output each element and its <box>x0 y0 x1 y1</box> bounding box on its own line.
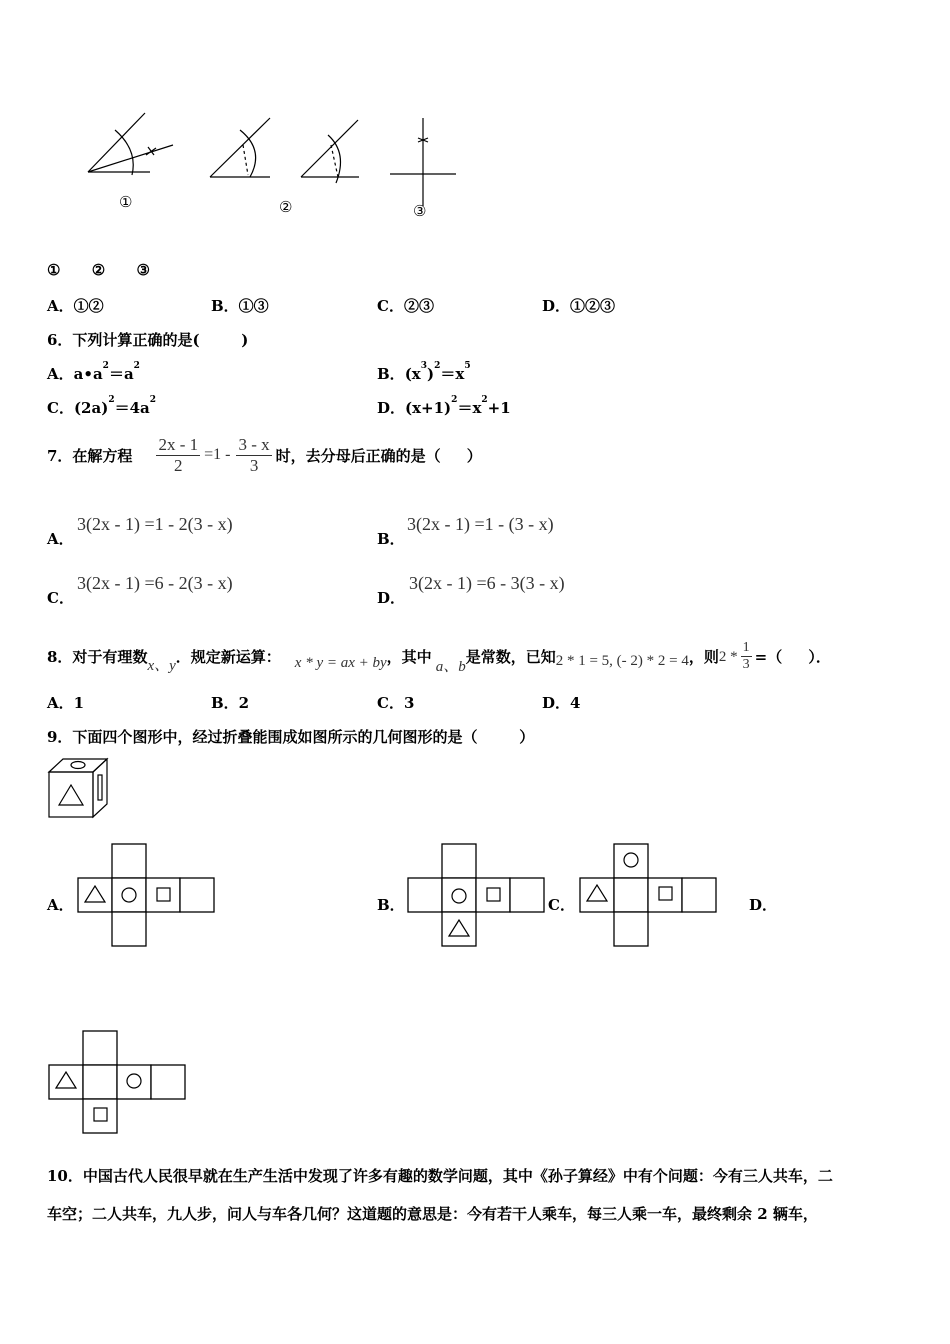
q9-option-d-label: D． <box>749 896 778 914</box>
q6-option-d: D．$(x+1)^2=x^2+1$ <box>377 395 511 417</box>
q5-labels-row: ① ② ③ <box>47 261 151 279</box>
q9-net-a <box>76 843 218 947</box>
q7-fraction-2: $\frac{3 - x}{3}$ <box>238 434 270 475</box>
q9-option-c-label: C． <box>548 896 575 914</box>
q9-stem: 9．下面四个图形中，经过折叠能围成如图所示的几何图形的是（ ） <box>47 728 535 746</box>
q7-option-c-expr: 3(2x - 1) =6 - 2(3 - x) <box>77 573 233 593</box>
q6-option-b: B．$(x^3)^2=x^5$ <box>377 361 471 383</box>
q9-net-d <box>47 1030 189 1134</box>
q9-option-b-label: B． <box>377 896 405 914</box>
q10-line-2: 车空；二人共车，九人步，问人与车各几何？这道题的意思是：今有若干人乘车，每三人乘一车，最终剩余 2 辆车， <box>47 1205 818 1223</box>
q9-option-a-label: A． <box>47 896 74 914</box>
q7-option-a-label: A． <box>47 530 74 548</box>
construction-figure-1 <box>80 105 190 185</box>
construction-figure-2b <box>296 115 366 185</box>
q8-option-a: A．1 <box>47 694 85 712</box>
figure-label-2: ② <box>279 198 293 216</box>
q5-option-c: C．②③ <box>377 297 434 315</box>
q10-line-1: 10．中国古代人民很早就在生产生活中发现了许多有趣的数学问题，其中《孙子算经》中有个问题：今有三人共车，二 <box>47 1167 833 1185</box>
figure-label-1: ① <box>119 193 133 211</box>
q8-option-c: C．3 <box>377 694 415 712</box>
figure-label-3: ③ <box>413 202 427 220</box>
q7-fraction-1: $\frac{2x - 1}{2}$ <box>158 434 199 475</box>
q7-option-d-expr: 3(2x - 1) =6 - 3(3 - x) <box>409 573 565 593</box>
construction-figure-2a <box>205 115 285 185</box>
q8-option-b: B．2 <box>211 694 250 712</box>
q7-option-d-label: D． <box>377 589 406 607</box>
q7-option-b-label: B． <box>377 530 405 548</box>
q8-stem: 8．对于有理数 x、y ．规定新运算： x * y = ax + by ，其中 a、b 是常数，已知 2 * 1 = 5, (- 2) * 2 = 4 ，则 2 * $\frac{1}{3}$ =（ ）． <box>47 639 831 675</box>
q5-option-b: B．①③ <box>211 297 269 315</box>
q7-stem: 7．在解方程 $\frac{2x - 1}{2}$ =1 - $\frac{3 - x}{3}$ 时，去分母后正确的是（ ） <box>47 434 482 475</box>
construction-figure-3 <box>388 118 458 208</box>
q5-option-a: A．①② <box>47 297 104 315</box>
q6-stem: 6．下列计算正确的是( ) <box>47 331 249 349</box>
q6-option-a: A．$a•a^2=a^2$ <box>47 361 140 383</box>
q7-option-b-expr: 3(2x - 1) =1 - (3 - x) <box>407 514 554 534</box>
q8-fraction: $\frac{1}{3}$ <box>742 639 750 672</box>
q6-option-c: C．$(2a)^2=4a^2$ <box>47 395 157 417</box>
cube-figure <box>47 757 111 821</box>
q5-option-d: D．①②③ <box>542 297 616 315</box>
q7-option-a-expr: 3(2x - 1) =1 - 2(3 - x) <box>77 514 233 534</box>
q9-net-c <box>578 843 720 947</box>
q8-option-d: D．4 <box>542 694 581 712</box>
q7-option-c-label: C． <box>47 589 74 607</box>
q9-net-b <box>406 843 548 947</box>
